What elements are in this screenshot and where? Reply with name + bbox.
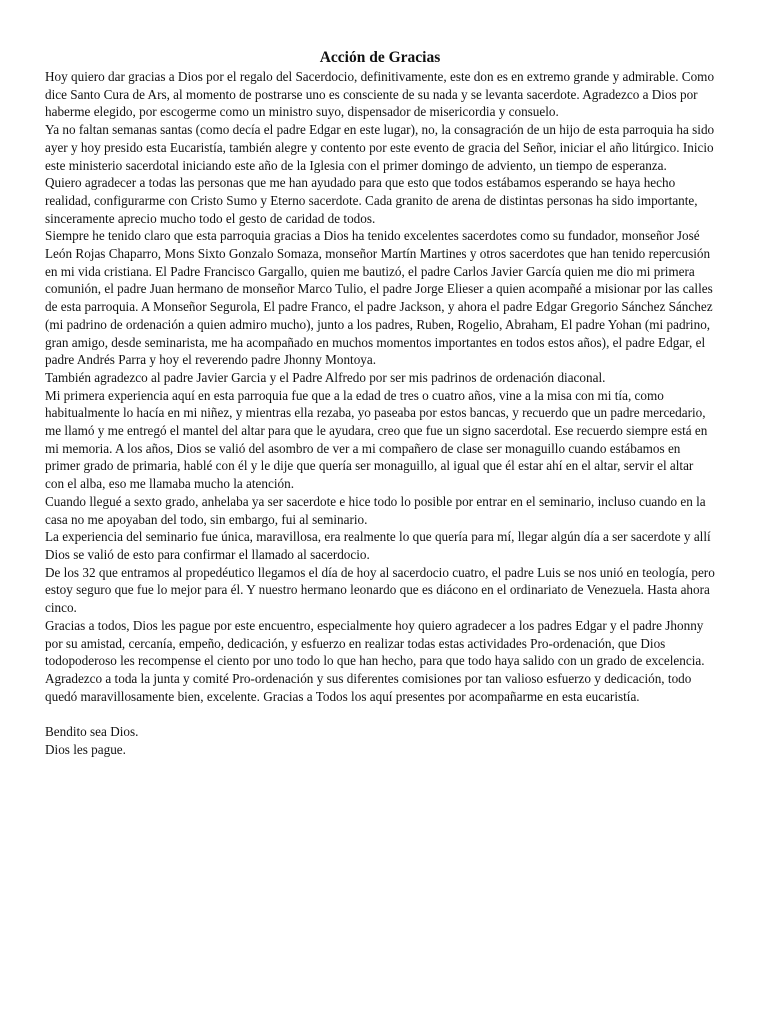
document-title: Acción de Gracias [319, 49, 441, 66]
blank-line [45, 705, 715, 723]
paragraph-primera-experiencia: Mi primera experiencia aquí en esta parroquia fue que a la edad de tres o cuatro años, vine a la misa con mi tía, como habitualmente lo hacía en mi niñez, y mientras ella rezaba, yo paseaba por estos bancas, y recuerdo que un padre mercedario, me llamó y me entregó el mantel del altar para que le ayudara, creo que fue un signo sacerdotal. Ese recuerdo siempre está en mi memoria. A los años, Dios se valió del asombro de ver a mi compañero de clase ser monaguillo cuando estábamos en primer grado de primaria, hablé con él y le dije que quería ser monaguillo, al igual que él estar ahí en el altar, servir el altar con el alba, eso me llamaba mucho la atención. [45, 387, 708, 492]
paragraph-semanas-santas: Ya no faltan semanas santas (como decía el padre Edgar en este lugar), no, la consagración de un hijo de esta parroquia ha sido ayer y hoy presido esta Eucaristía, también alegre y contento por este evento de gracia del Señor, iniciar el año litúrgico. Inicio este ministerio sacerdotal iniciando este año de la Iglesia con el primer domingo de adviento, un tiempo de esperanza. [45, 122, 715, 173]
document-page [45, 48, 715, 758]
paragraph-padrinos-diaconal: También agradezco al padre Javier Garcia y el Padre Alfredo por ser mis padrinos de ordenación diaconal. [45, 369, 606, 385]
paragraph-agradecimiento-personas: Quiero agradecer a todas las personas que me han ayudado para que esto que todos estábamos esperando se haya hecho realidad, configurarme con Cristo Sumo y Eterno sacerdote. Cada granito de arena de distintas personas ha sido importante, sinceramente aprecio mucho todo el gesto de caridad de todos. [45, 175, 698, 226]
paragraph-seminario: La experiencia del seminario fue única, maravillosa, era realmente lo que quería para mí, llegar algún día a ser sacerdote y allí Dios se valió de esto para confirmar el llamado al sacerdocio. [45, 529, 711, 562]
paragraph-sexto-grado: Cuando llegué a sexto grado, anhelaba ya ser sacerdote e hice todo lo posible por entrar en el seminario, incluso cuando en la casa no me apoyaban del todo, sin embargo, fui al seminario. [45, 493, 706, 527]
closing-line-bendito: Bendito sea Dios. [45, 724, 139, 739]
paragraph-sacerdocio: Hoy quiero dar gracias a Dios por el regalo del Sacerdocio, definitivamente, este don es en extremo grande y admirable. Como dice Santo Cura de Ars, al momento de postrarse uno es consciente de su nada y se levanta sacerdote. Agradezco a Dios por haberme elegido, por escogerme como un ministro suyo, dispensador de misericordia y consuelo. [45, 69, 715, 120]
paragraph-gracias-a-todos: Gracias a todos, Dios les pague por este encuentro, especialmente hoy quiero agradecer a los padres Edgar y el padre Jhonny por su amistad, cercanía, empeño, dedicación, y esfuerzo en realizar todas estas actividades Pro-ordenación, que Dios todopoderoso les recompense el ciento por uno todo lo que han hecho, para que todo haya salido con un grado de excelencia. Agradezco a toda la junta y comité Pro-ordenación y sus diferentes comisiones por tan valioso esfuerzo y dedicación, todo quedó maravillosamente bien, excelente. Gracias a Todos los aquí presentes por acompañarme en esta eucaristía. [45, 617, 705, 704]
paragraph-propedeutico: De los 32 que entramos al propedéutico llegamos el día de hoy al sacerdocio cuatro, el padre Luis se nos unió en teología, pero estoy seguro que fue lo mejor para él. Y nuestro hermano leonardo que es diácono en el ordinariato de Venezuela. Hasta ahora cinco. [45, 564, 715, 616]
closing-line-dios-les-pague: Dios les pague. [45, 741, 126, 757]
paragraph-sacerdotes-parroquia: Siempre he tenido claro que esta parroquia gracias a Dios ha tenido excelentes sacerdotes como su fundador, monseñor José León Rojas Chaparro, Mons Sixto Gonzalo Somaza, monseñor Martín Martines y otros sacerdotes que han tenido repercusión en mi vida cristiana. El Padre Francisco Gargallo, quien me bautizó, el padre Carlos Javier García quien me dio mi primera comunión, el padre Juan hermano de monseñor Marco Tulio, el padre Jorge Elieser a quien acompañé a misionar por las calles de esta parroquia. A Monseñor Segurola, El padre Franco, el padre Jackson, y ahora el padre Edgar Gregorio Sánchez Sánchez (mi padrino de ordenación a quien admiro mucho), junto a los padres, Ruben, Rogelio, Abraham, El padre Yohan (mi padrino, gran amigo, desde seminarista, me ha acompañado en muchos momentos importantes en todos estos años), el padre Edgar, el padre Andrés Parra y hoy el reverendo padre Jhonny Montoya. [45, 228, 713, 368]
